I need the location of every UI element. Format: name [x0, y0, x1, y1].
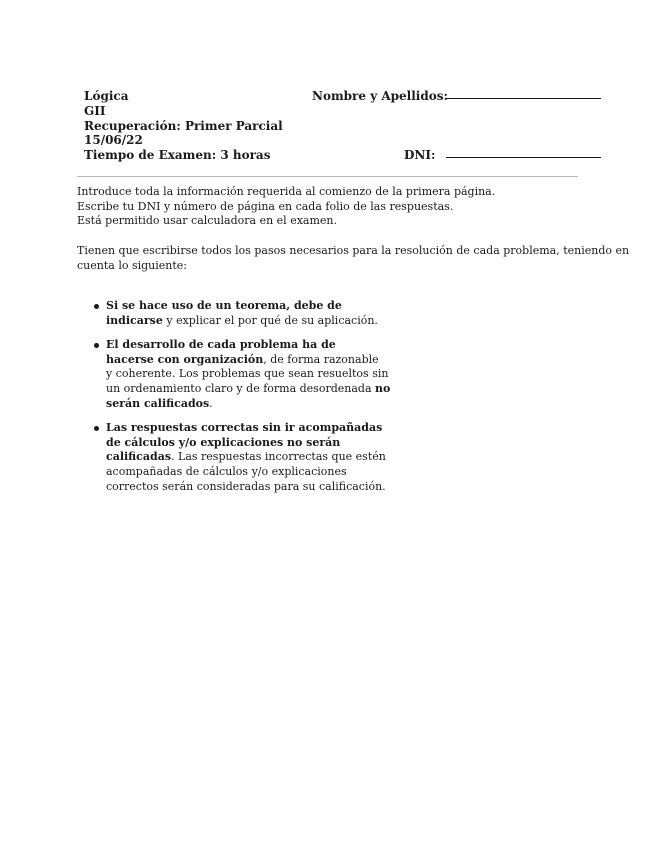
requirements-line: cuenta lo siguiente: — [77, 258, 187, 272]
rule-text-bold: Si se hace uso de un teorema, debe de — [106, 299, 342, 312]
rule-text-bold: Las respuestas correctas sin ir acompañadas — [106, 421, 383, 435]
bullet-icon — [94, 304, 99, 309]
rule-text: , de forma razonable — [263, 352, 379, 366]
name-input-line[interactable] — [446, 98, 601, 99]
degree-name: GII — [84, 103, 106, 118]
rule-text: . Las respuestas incorrectas que estén — [171, 450, 386, 464]
header-divider — [77, 176, 578, 177]
rule-text: . — [209, 396, 213, 410]
course-name: Lógica — [84, 89, 129, 103]
dni-input-line[interactable] — [446, 157, 601, 158]
rule-text: y explicar el por qué de su aplicación. — [162, 313, 378, 327]
rule-text: y coherente. Los problemas que sean resueltos sin — [106, 367, 389, 381]
rule-text: un ordenamiento claro y de forma desordenada — [106, 381, 376, 395]
exam-type: Recuperación: Primer Parcial — [84, 118, 283, 133]
rule-item-theorem — [90, 299, 378, 328]
intro-line: Escribe tu DNI y número de página en cada folio de las respuestas. — [77, 199, 454, 213]
rule-text: acompañadas de cálculos y/o explicaciones — [106, 464, 347, 478]
exam-duration: Tiempo de Examen: 3 horas — [84, 148, 271, 163]
rule-text-bold: hacerse con organización — [106, 352, 264, 366]
bullet-icon — [94, 343, 99, 348]
intro-line: Introduce toda la información requerida al comienzo de la primera página. — [77, 185, 496, 198]
rule-text-bold: serán calificados — [106, 396, 210, 410]
rule-text-bold: de cálculos y/o explicaciones no serán — [106, 435, 341, 449]
intro-line: Está permitido usar calculadora en el examen. — [77, 214, 337, 228]
requirements-line: Tienen que escribirse todos los pasos necesarios para la resolución de cada problema, teniendo en — [77, 244, 630, 257]
exam-header-info — [84, 89, 283, 163]
dni-field-label: DNI: — [404, 148, 436, 162]
rule-text-bold: calificadas — [106, 450, 172, 464]
rule-item-organization — [90, 338, 391, 411]
rule-text-bold: indicarse — [106, 313, 163, 327]
rule-item-correct-answers — [90, 421, 386, 494]
bullet-icon — [94, 426, 99, 431]
exam-date: 15/06/22 — [84, 133, 143, 148]
requirements-paragraph — [77, 244, 630, 273]
intro-instructions — [77, 185, 582, 229]
rule-text-bold: no — [375, 381, 391, 395]
rule-text: correctos serán consideradas para su calificación. — [106, 479, 386, 493]
rules-list — [90, 299, 391, 504]
name-field-label: Nombre y Apellidos: — [312, 89, 448, 103]
rule-text-bold: El desarrollo de cada problema ha de — [106, 338, 336, 352]
